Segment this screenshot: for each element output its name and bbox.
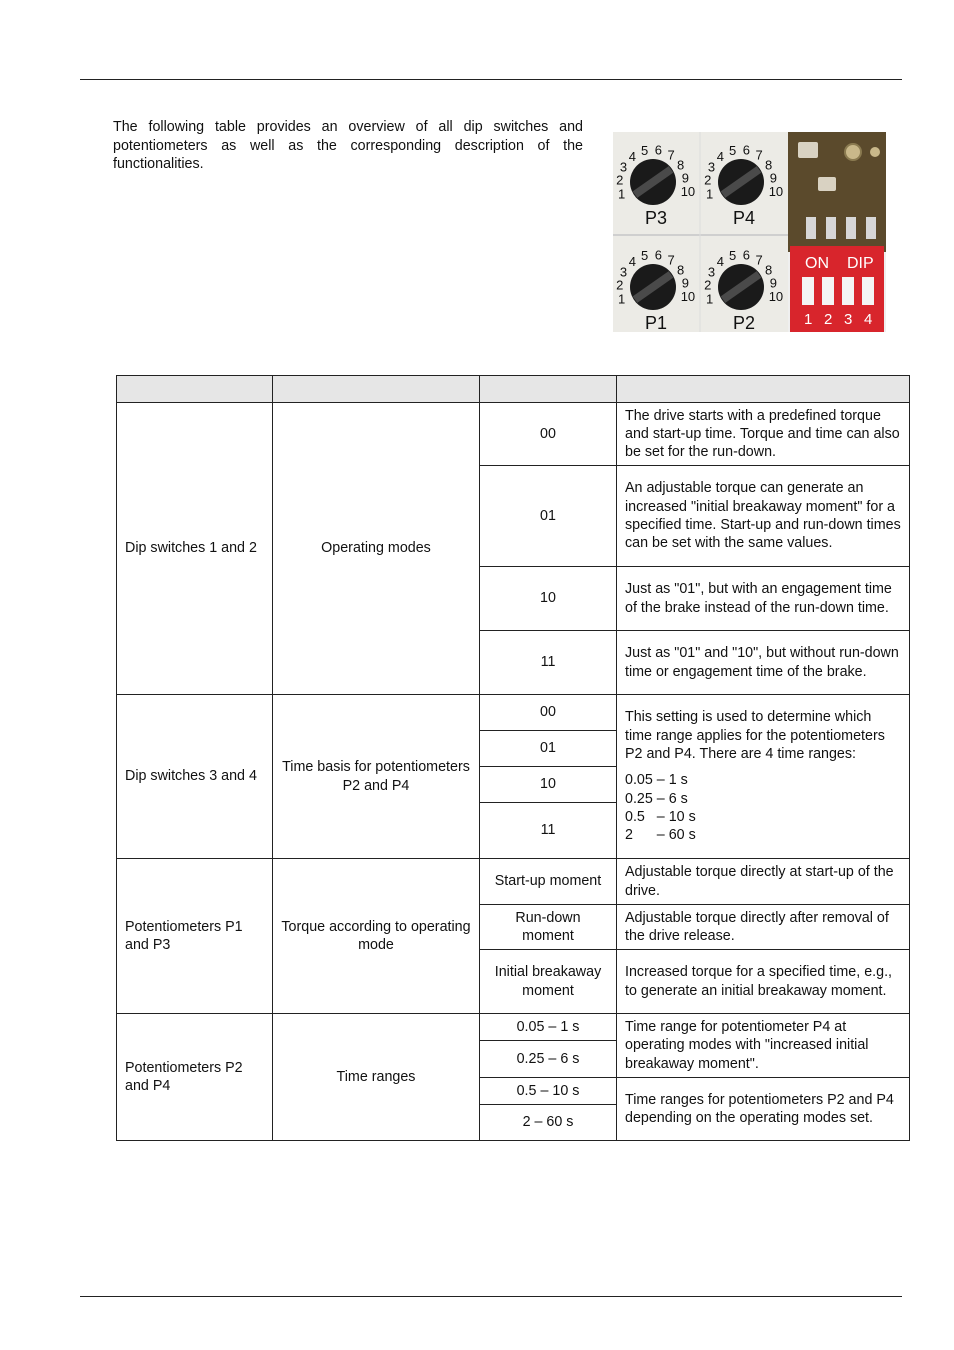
setting-cell: 00 — [480, 403, 617, 466]
time-range-item: 2 – 60 s — [625, 827, 696, 844]
dial-number: 9 — [769, 170, 777, 186]
dial-number: 2 — [704, 277, 712, 293]
header-cell — [117, 376, 273, 403]
header-cell — [617, 376, 910, 403]
description-cell: Adjustable torque directly after removal of the drive release. — [617, 905, 910, 950]
dial-number: 9 — [769, 275, 777, 291]
dial-number: 7 — [667, 252, 675, 268]
element-cell: Potentiometers P1 and P3 — [117, 859, 273, 1014]
description-cell: Time ranges for potentiometers P2 and P4 depending on the operating modes set. — [617, 1078, 910, 1141]
dial-number: 5 — [729, 143, 737, 158]
dial-number: 7 — [755, 147, 763, 163]
footer-rule — [80, 1296, 902, 1297]
dial-number: 1 — [618, 186, 626, 202]
dial-number: 4 — [628, 149, 636, 164]
dial-number: 4 — [716, 149, 724, 164]
dial-number: 10 — [680, 289, 696, 305]
dial-number: 1 — [618, 291, 626, 307]
dial-number: 10 — [680, 184, 696, 200]
dial-number: 1 — [706, 186, 714, 202]
pot-label: P2 — [733, 313, 756, 332]
dial-number: 9 — [681, 275, 689, 291]
dip-label: DIP — [847, 255, 874, 272]
dial-number: 5 — [641, 143, 649, 158]
dip-on-label: ON — [805, 255, 829, 272]
dial-number: 5 — [729, 248, 737, 263]
description-cell: Just as "01", but with an engagement time of the brake instead of the run-down time. — [617, 567, 910, 631]
description-cell: The drive starts with a predefined torque and start-up time. Torque and time can also be set for the run-down. — [617, 403, 910, 466]
header-cell — [273, 376, 480, 403]
time-range-item: 0.05 – 1 s — [625, 772, 688, 789]
time-range-item: 0.5 – 10 s — [625, 808, 696, 825]
dial-number: 6 — [654, 142, 662, 158]
dip-number: 1 — [804, 311, 813, 328]
description-cell: An adjustable torque can generate an increased "initial breakaway moment" for a specified time. Start-up and run-down times can be set with the same values. — [617, 466, 910, 567]
dial-number: 8 — [765, 157, 773, 173]
function-cell: Time ranges — [273, 1014, 480, 1141]
setting-cell: 11 — [480, 803, 617, 859]
dial-number: 2 — [704, 172, 712, 188]
element-cell: Dip switches 1 and 2 — [117, 403, 273, 695]
header-rule — [80, 79, 902, 80]
element-cell: Potentiometers P2 and P4 — [117, 1014, 273, 1141]
function-cell: Torque according to operating mode — [273, 859, 480, 1014]
dial-number: 4 — [716, 254, 724, 269]
dial-number: 6 — [654, 247, 662, 263]
setting-cell: 10 — [480, 767, 617, 803]
dial-number: 7 — [755, 252, 763, 268]
dip-switch-overview-table — [116, 375, 910, 1141]
setting-cell: 11 — [480, 631, 617, 695]
setting-cell: 0.25 – 6 s — [480, 1041, 617, 1078]
dial-number: 3 — [619, 159, 628, 175]
dial-number: 3 — [707, 159, 716, 175]
setting-cell: 2 – 60 s — [480, 1105, 617, 1141]
function-cell: Operating modes — [273, 403, 480, 695]
dial-number: 3 — [619, 264, 628, 280]
dial-number: 8 — [765, 262, 773, 278]
setting-cell: Run-down moment — [480, 905, 617, 950]
dial-number: 7 — [667, 147, 675, 163]
setting-cell: Start-up moment — [480, 859, 617, 905]
setting-cell: 0.05 – 1 s — [480, 1014, 617, 1041]
setting-cell: 0.5 – 10 s — [480, 1078, 617, 1105]
dip-number: 3 — [844, 311, 853, 328]
time-basis-intro: This setting is used to determine which time range applies for the potentiometers P2 and P4. There are 4 time ranges: — [625, 709, 885, 763]
description-cell: Increased torque for a specified time, e.g., to generate an initial breakaway moment. — [617, 950, 910, 1014]
description-cell: Time range for potentiometer P4 at operating modes with "increased initial breakaway moment". — [617, 1014, 910, 1078]
pot-label: P3 — [645, 208, 668, 228]
dial-number: 10 — [768, 289, 784, 305]
dip-number: 4 — [864, 311, 873, 328]
dial-number: 2 — [616, 172, 624, 188]
description-cell: Adjustable torque directly at start-up of the drive. — [617, 859, 910, 905]
element-cell: Dip switches 3 and 4 — [117, 695, 273, 859]
dial-number: 4 — [628, 254, 636, 269]
setting-cell: 01 — [480, 466, 617, 567]
dial-number: 6 — [742, 142, 750, 158]
dip-switch-potentiometer-photo — [613, 132, 886, 332]
header-cell — [480, 376, 617, 403]
dial-number: 1 — [706, 291, 714, 307]
description-cell: Just as "01" and "10", but without run-down time or engagement time of the brake. — [617, 631, 910, 695]
dip-number: 2 — [824, 311, 833, 328]
setting-cell: 10 — [480, 567, 617, 631]
time-range-item: 0.25 – 6 s — [625, 790, 688, 807]
dial-number: 8 — [677, 262, 685, 278]
pot-label: P4 — [733, 208, 756, 228]
setting-cell: 00 — [480, 695, 617, 731]
dial-number: 3 — [707, 264, 716, 280]
setting-cell: 01 — [480, 731, 617, 767]
setting-cell: Initial breakaway moment — [480, 950, 617, 1014]
dial-number: 10 — [768, 184, 784, 200]
dial-number: 2 — [616, 277, 624, 293]
description-cell — [617, 695, 910, 859]
dial-number: 9 — [681, 170, 689, 186]
dial-number: 8 — [677, 157, 685, 173]
dial-number: 5 — [641, 248, 649, 263]
intro-paragraph: The following table provides an overview of all dip switches and potentiometers as well as the corresponding description of the functionalities. — [113, 119, 583, 172]
pot-label: P1 — [645, 313, 668, 332]
function-cell: Time basis for potentiometers P2 and P4 — [273, 695, 480, 859]
dial-number: 6 — [742, 247, 750, 263]
